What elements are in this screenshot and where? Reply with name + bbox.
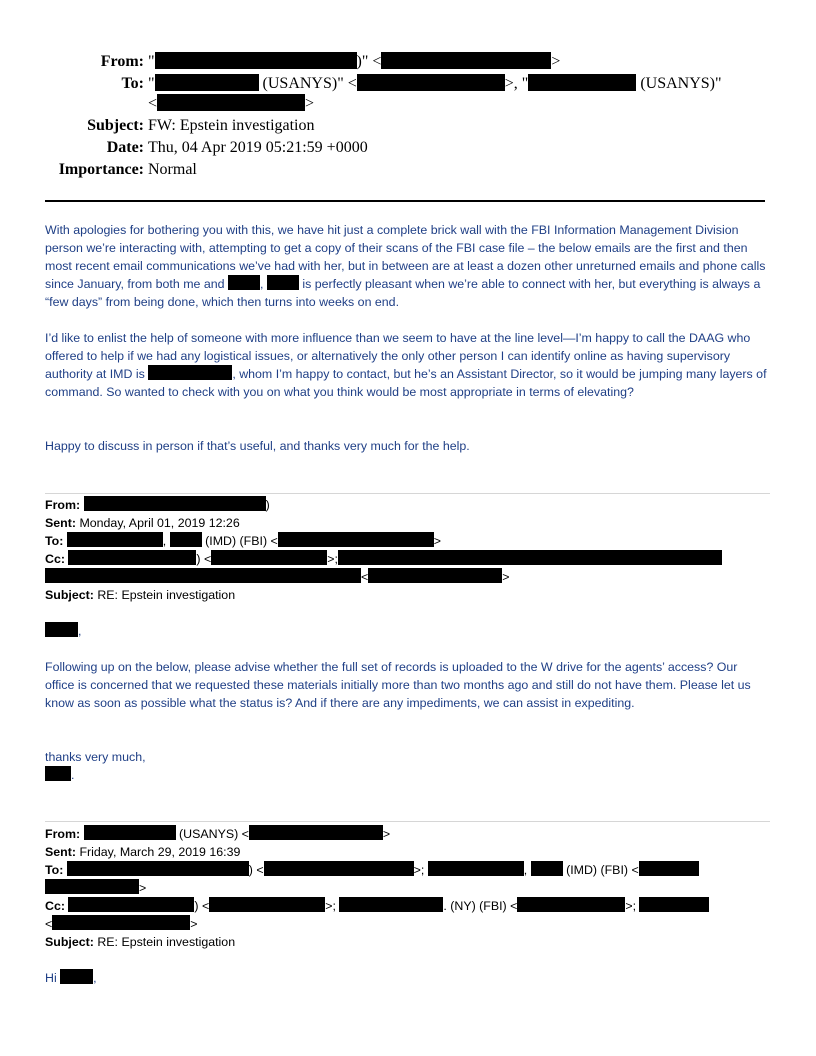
message-divider — [45, 493, 770, 494]
message3-cc-org: . (NY) (FBI) < — [443, 899, 518, 913]
message2-subject-label: Subject: — [45, 588, 94, 602]
redaction — [639, 897, 709, 912]
message1-p1-text: With apologies for bothering you with this, we have hit just a complete brick wall with the FBI Information Management Division person we’re interacting with, attempting to get a copy of their scans of the FBI case file – the below emails are the first and then most recent email communications we’ve had with her, but in between are at least a dozen other unreturned emails and phone calls since January, from both me and — [45, 223, 766, 291]
message2-from-row: From: ) — [45, 498, 270, 512]
message1-p2b-text: , whom I’m happy to contact, but he’s an Assistant Director, so it would be jumping many layers of command. So wanted to check with you on what you think would be most appropriate in terms of elevating? — [45, 367, 767, 399]
redaction — [428, 861, 524, 876]
redaction — [528, 74, 636, 91]
redaction — [170, 532, 202, 547]
redaction — [267, 275, 299, 290]
message2-sent-label: Sent: — [45, 516, 76, 530]
redaction — [381, 52, 551, 69]
message3-greeting-text: Hi — [45, 971, 57, 985]
to-org-2: (USANYS)" — [640, 75, 722, 92]
redaction — [155, 52, 357, 69]
message1-p1b-text: is perfectly pleasant when we’re able to connect with her, but everything is always a “few days” from being done, which then turns into weeks on end. — [45, 277, 761, 309]
message3-to-row-cont: > — [45, 879, 770, 897]
message3-subject-row — [45, 933, 770, 951]
importance-label: Importance: — [58, 161, 144, 178]
message2-to-org: (IMD) (FBI) < — [205, 534, 278, 548]
message3-sent-row — [45, 843, 770, 861]
message3-greeting: Hi , — [45, 971, 97, 985]
message3-to-label: To: — [45, 863, 64, 877]
redaction — [249, 825, 383, 840]
message3-from-label: From: — [45, 827, 81, 841]
message1-paragraph-1: With apologies for bothering you with this, we have hit just a complete brick wall with the FBI Information Management Division person we’re interacting with, attempting to get a copy of their scans of the FBI case file – the below emails are the first and then most recent email communications we’ve had with her, but in between are at least a dozen other unreturned emails and phone calls since January, from both me and , is perfectly pleasant when we’re able to connect with her, but everything is always a “few days” from being done, which then turns into weeks on end. — [45, 223, 766, 309]
redaction — [84, 496, 266, 511]
message3-to-org: (IMD) (FBI) < — [566, 863, 639, 877]
redaction — [264, 861, 414, 876]
message3-cc-row: Cc: ) < >; . (NY) (FBI) < >; — [45, 897, 770, 915]
redaction — [67, 532, 163, 547]
message3-sent-value: Friday, March 29, 2019 16:39 — [79, 845, 241, 859]
message2-cc-row: Cc: ) < >; — [45, 550, 770, 568]
redaction — [45, 879, 139, 894]
message3-from-row: From: (USANYS) < > — [45, 827, 391, 841]
subject-value: FW: Epstein investigation — [148, 117, 315, 134]
to-value: " (USANYS)" < >, " (USANYS)" — [148, 75, 722, 92]
message2-sent-value: Monday, April 01, 2019 12:26 — [79, 516, 240, 530]
message1-p2a-text: I’d like to enlist the help of someone with more influence than we seem to have at the line level—I’m happy to call the DAAG who offered to help if we had any logistical issues, or alternatively the only other person I can identify online as having supervisory authority at IMD is — [45, 331, 751, 381]
message2-to-label: To: — [45, 534, 64, 548]
message2-to-row: To: , (IMD) (FBI) < > — [45, 534, 442, 548]
message2-signoff: thanks very much, — [45, 750, 146, 764]
message2-subject-row — [45, 586, 770, 604]
message3-subject-value: RE: Epstein investigation — [97, 935, 236, 949]
redaction — [157, 94, 305, 111]
date-value: Thu, 04 Apr 2019 05:21:59 +0000 — [148, 139, 368, 156]
redaction — [278, 532, 434, 547]
redaction — [211, 550, 327, 565]
message3-from-org: (USANYS) < — [179, 827, 249, 841]
redaction — [531, 861, 563, 876]
redaction — [45, 766, 71, 781]
redaction — [339, 897, 443, 912]
redaction — [338, 550, 722, 565]
redaction — [68, 550, 196, 565]
message3-sent-label: Sent: — [45, 845, 76, 859]
message2-subject-value: RE: Epstein investigation — [97, 588, 236, 602]
redaction — [357, 74, 505, 91]
message3-cc-label: Cc: — [45, 899, 65, 913]
redaction — [517, 897, 625, 912]
message2-cc-label: Cc: — [45, 552, 65, 566]
message1-paragraph-2 — [45, 329, 770, 401]
message2-paragraph-1: Following up on the below, please advise whether the full set of records is uploaded to the W drive for the agents’ access? Our office is concerned that we requested these materials initially more than two months ago and still do not have them. Please let us know as soon as possible what the status is? And if there are any impediments, we can assist in expediting. — [45, 660, 751, 710]
message3-cc-row-cont: < > — [45, 917, 198, 931]
redaction — [60, 969, 93, 984]
from-label: From: — [100, 53, 144, 70]
redaction — [67, 861, 249, 876]
importance-value: Normal — [148, 161, 197, 178]
redaction — [45, 622, 78, 637]
message2-greeting: , — [45, 622, 770, 640]
message3-subject-label: Subject: — [45, 935, 94, 949]
to-org-1: (USANYS)" — [262, 75, 344, 92]
message2-from-label: From: — [45, 498, 81, 512]
message-divider — [45, 821, 770, 822]
to-value-cont: < > — [148, 95, 315, 112]
to-label: To: — [121, 75, 144, 92]
message2-signature: . — [45, 766, 770, 784]
redaction — [84, 825, 176, 840]
redaction — [228, 275, 260, 290]
subject-label: Subject: — [87, 117, 144, 134]
message2-cc-row-cont: < > — [45, 568, 770, 586]
redaction — [148, 365, 232, 380]
redaction — [639, 861, 699, 876]
redaction — [155, 74, 259, 91]
message1-paragraph-3: Happy to discuss in person if that’s useful, and thanks very much for the help. — [45, 439, 470, 453]
message2-sent-row — [45, 514, 770, 532]
redaction — [368, 568, 502, 583]
redaction — [209, 897, 325, 912]
header-divider — [45, 200, 765, 202]
redaction — [68, 897, 194, 912]
date-label: Date: — [106, 139, 144, 156]
redaction — [45, 568, 361, 583]
message3-to-row: To: ) < >; , (IMD) (FBI) < — [45, 861, 770, 879]
redaction — [52, 915, 190, 930]
from-value: " )" < > — [148, 53, 561, 70]
